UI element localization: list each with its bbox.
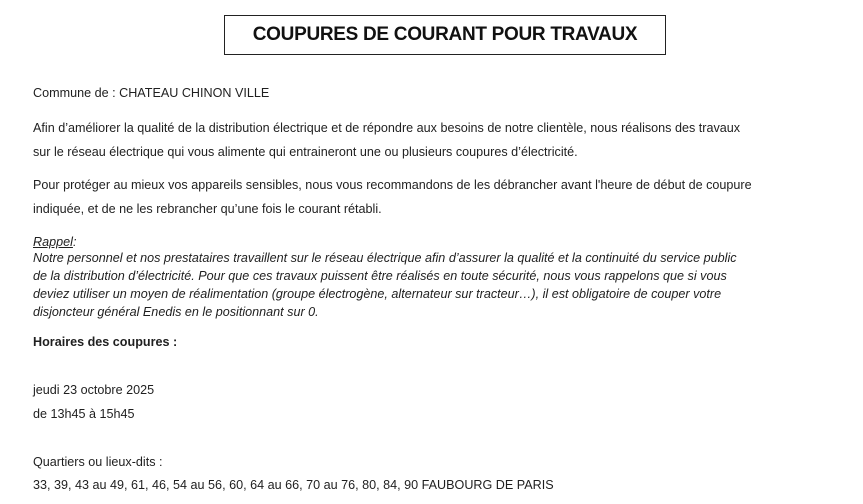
page-title: COUPURES DE COURANT POUR TRAVAUX [252,24,638,45]
horaires-heading: Horaires des coupures : [33,335,178,349]
title-box [224,15,666,55]
rappel-colon: : [73,235,77,249]
quartiers-label: Quartiers ou lieux-dits : [33,455,163,469]
paragraph1-line2: sur le réseau électrique qui vous alimente qui entraineront une ou plusieurs coupures d’électricité. [33,145,578,159]
quartiers-list: 33, 39, 43 au 49, 61, 46, 54 au 56, 60, 64 au 66, 70 au 76, 80, 84, 90 FAUBOURG DE PARIS [33,478,554,492]
paragraph2-line2: indiquée, et de ne les rebrancher qu’une fois le courant rétabli. [33,202,382,216]
rappel-line3: deviez utiliser un moyen de réalimentation (groupe électrogène, alternateur sur tracteur…), il est obligatoire de couper votre [33,287,722,301]
commune-line: Commune de : CHATEAU CHINON VILLE [33,86,270,100]
rappel-label: Rappel [33,235,73,249]
paragraph1-line1: Afin d’améliorer la qualité de la distribution électrique et de répondre aux besoins de notre clientèle, nous réalisons des travaux [33,121,741,135]
outage-time: de 13h45 à 15h45 [33,407,135,421]
rappel-line2: de la distribution d’électricité. Pour que ces travaux puissent être réalisés en toute sécurité, nous vous rappelons que si vous [33,269,727,283]
rappel-line4: disjoncteur général Enedis en le positionnant sur 0. [33,305,319,319]
rappel-line1: Notre personnel et nos prestataires travaillent sur le réseau électrique afin d’assurer la qualité et la continuité du service public [33,251,737,265]
outage-date: jeudi 23 octobre 2025 [33,383,155,397]
paragraph2-line1: Pour protéger au mieux vos appareils sensibles, nous vous recommandons de les débrancher avant l'heure de début de coupure [33,178,752,192]
rappel-heading [33,235,73,249]
